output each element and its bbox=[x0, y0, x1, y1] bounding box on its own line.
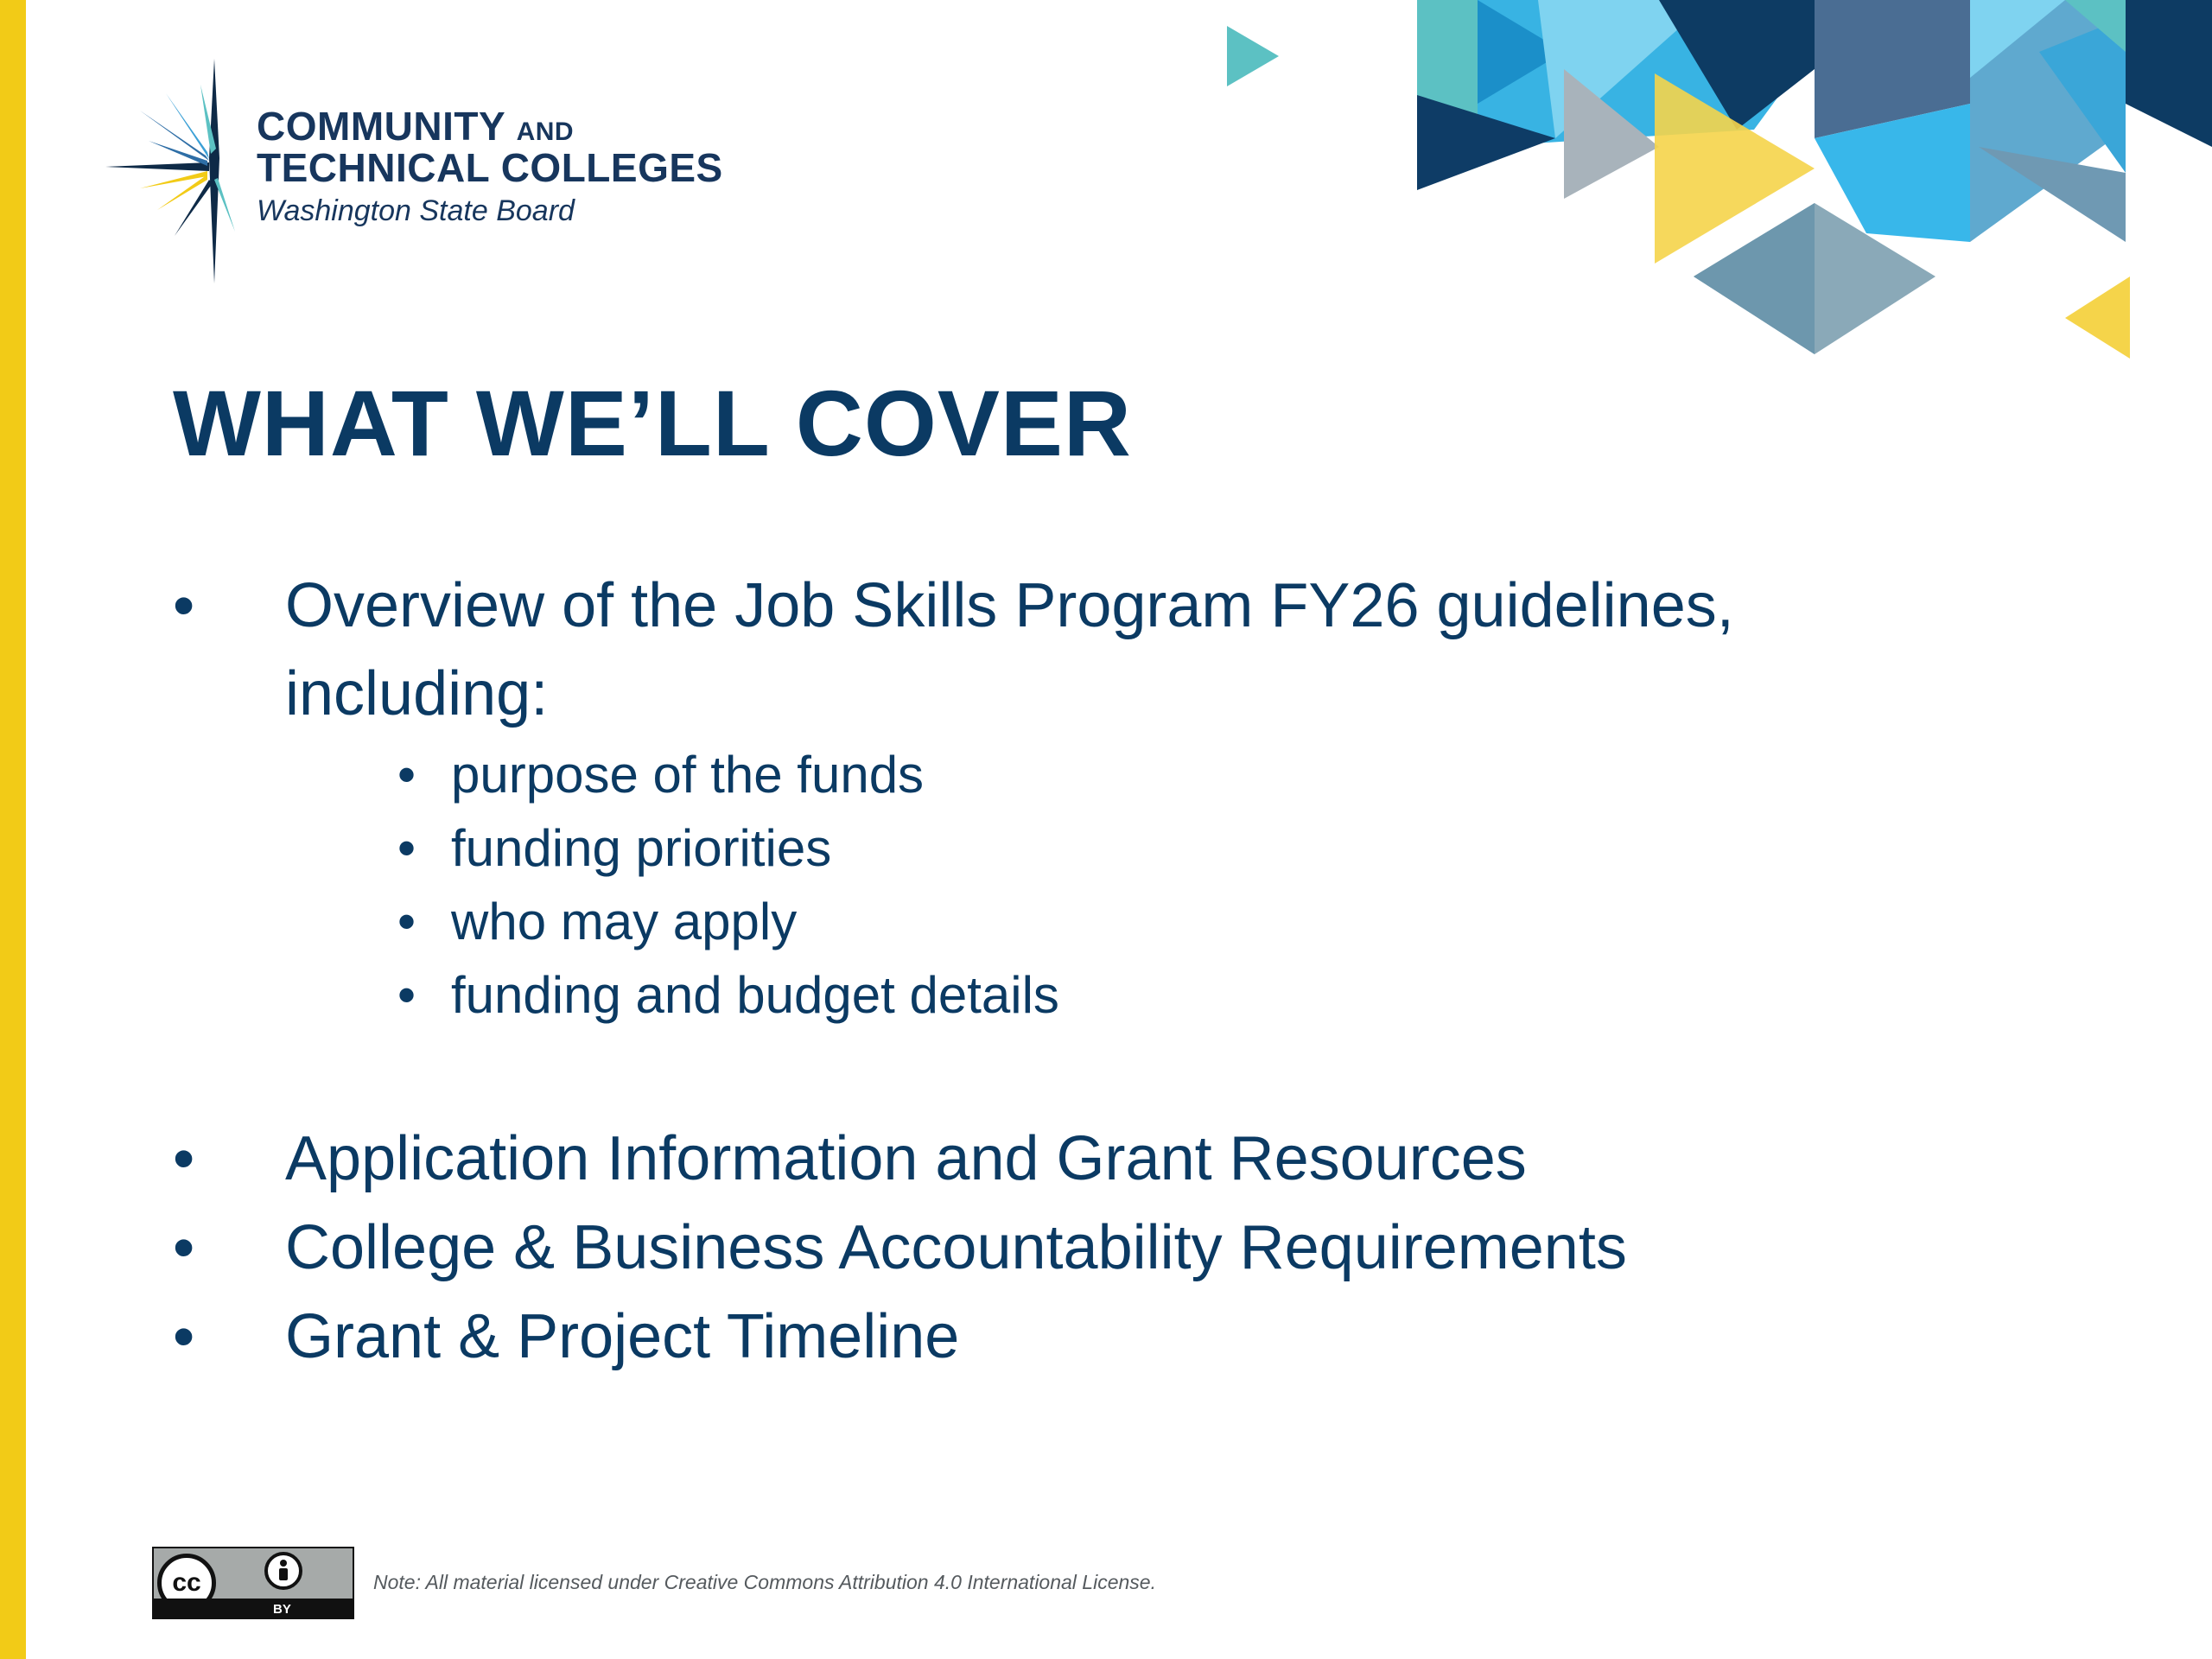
starburst-logo-icon bbox=[105, 59, 244, 283]
main-bullet-line-2: including: bbox=[285, 659, 549, 728]
bullet-item: • Application Information and Grant Resources bbox=[173, 1124, 1527, 1193]
attribution-person-icon bbox=[264, 1552, 302, 1590]
sub-bullet-list bbox=[173, 738, 1987, 1032]
sub-bullet-item: • funding priorities bbox=[397, 819, 832, 877]
by-label: BY bbox=[273, 1602, 291, 1617]
bullet-glyph: • bbox=[173, 571, 195, 640]
sub-bullet-item: • who may apply bbox=[397, 893, 798, 950]
sub-bullet-item: • funding and budget details bbox=[397, 966, 1059, 1024]
slide-title: WHAT WE’LL COVER bbox=[173, 371, 1132, 475]
logo-line-1: COMMUNITY AND bbox=[257, 104, 575, 149]
bullet-item: • College & Business Accountability Requirements bbox=[173, 1213, 1627, 1282]
organization-logo bbox=[105, 59, 762, 283]
decorative-triangles bbox=[1192, 0, 2212, 380]
main-bullet bbox=[173, 562, 1987, 738]
cc-icon: cc bbox=[157, 1554, 216, 1612]
sub-bullet-item: • purpose of the funds bbox=[397, 746, 925, 804]
logo-line-3: Washington State Board bbox=[257, 194, 575, 227]
logo-line-2: TECHNICAL COLLEGES bbox=[257, 145, 723, 190]
license-note: Note: All material licensed under Creative Commons Attribution 4.0 International License. bbox=[373, 1571, 1156, 1593]
bullet-item: • Grant & Project Timeline bbox=[173, 1302, 960, 1371]
main-bullet-line-1: Overview of the Job Skills Program FY26 guidelines, bbox=[285, 571, 1734, 640]
creative-commons-badge bbox=[152, 1547, 354, 1619]
accent-bar bbox=[0, 0, 26, 1659]
bullet-list bbox=[173, 562, 1987, 1382]
